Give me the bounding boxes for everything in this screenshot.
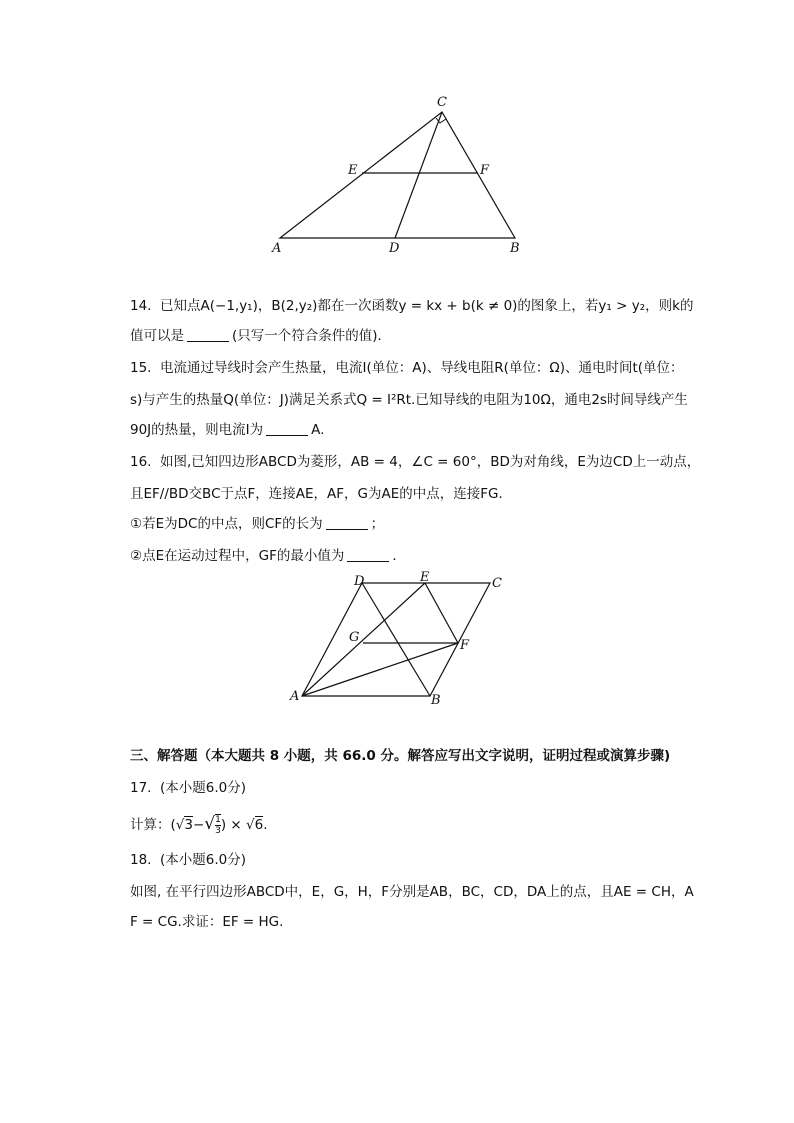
q18-number: 18. <box>130 852 152 868</box>
label-f: F <box>480 163 490 178</box>
q15-line3: 90J的热量，则电流I为 A. <box>130 422 325 438</box>
label-c: C <box>437 95 447 110</box>
label-e: E <box>348 163 358 178</box>
label-g: G <box>349 630 360 645</box>
sqrt-symbol: √ <box>204 814 216 834</box>
sqrt-symbol: √ <box>246 817 255 833</box>
answer-blank <box>187 327 229 342</box>
q14-line2: 值可以是 (只写一个符合条件的值)． <box>130 328 392 344</box>
label-b: B <box>510 241 520 256</box>
q15-number: 15. <box>130 360 152 376</box>
q18-line2: F = CG.求证：EF = HG. <box>130 914 284 930</box>
segment-ae <box>302 583 425 696</box>
sqrt-symbol: √ <box>175 817 185 833</box>
rhombus-figure <box>282 568 512 708</box>
section-title: 三、解答题（本大题共 8 小题，共 66.0 分。解答应写出文字说明，证明过程或演算步骤) <box>130 748 671 764</box>
label-a: A <box>290 689 300 704</box>
q17-header: 17. (本小题6.0分) <box>130 780 247 796</box>
q16-line2: 且EF//BD交BC于点F，连接AE，AF，G为AE的中点，连接FG． <box>130 486 512 502</box>
triangle-figure <box>260 92 540 262</box>
answer-blank <box>347 547 389 562</box>
q16-sub2: ②点E在运动过程中，GF的最小值为 ． <box>130 548 406 564</box>
label-d: D <box>354 574 365 589</box>
label-c: C <box>492 576 502 591</box>
diagonal-bd <box>362 583 430 696</box>
label-e: E <box>420 570 430 585</box>
q14-line1: 14. 已知点A(−1,y₁)，B(2,y₂)都在一次函数y = kx + b(k ≠ 0)的图象上，若y₁ > y₂，则k的 <box>130 298 694 314</box>
q17-expression: 计算：(√3−√ $\frac{1}{3}$ ) × √6. <box>130 814 268 836</box>
right-angle-mark <box>436 118 446 123</box>
label-f: F <box>460 638 470 653</box>
answer-blank <box>266 421 308 436</box>
q16-line1: 16. 如图,已知四边形ABCD为菱形，AB = 4，∠C = 60°，BD为对角线，E为边CD上一动点， <box>130 454 701 470</box>
q14-number: 14. <box>130 298 152 314</box>
q16-sub1: ①若E为DC的中点，则CF的长为 ； <box>130 516 385 532</box>
label-d: D <box>389 241 400 256</box>
label-a: A <box>272 241 282 256</box>
q16-number: 16. <box>130 454 152 470</box>
q17-number: 17. <box>130 780 152 796</box>
q18-line1: 如图, 在平行四边形ABCD中，E，G，H，F分别是AB，BC，CD，DA上的点，且AE = CH，A <box>130 884 694 900</box>
q15-line1: 15. 电流通过导线时会产生热量，电流I(单位：A)、导线电阻R(单位：Ω)、通电时间t(单位： <box>130 360 684 376</box>
answer-blank <box>326 515 368 530</box>
q18-header: 18. (本小题6.0分) <box>130 852 247 868</box>
q15-line2: s)与产生的热量Q(单位：J)满足关系式Q = I²Rt.已知导线的电阻为10Ω，通电2s时间导线产生 <box>130 392 688 408</box>
segment-ef <box>425 583 458 643</box>
label-b: B <box>431 693 441 708</box>
